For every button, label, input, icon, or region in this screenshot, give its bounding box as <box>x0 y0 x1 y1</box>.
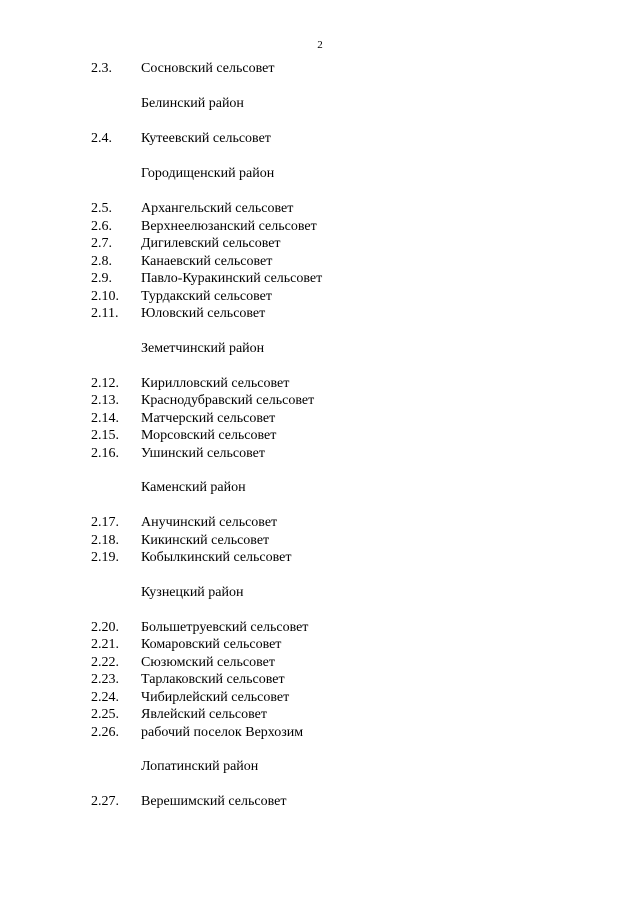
list-item <box>91 288 591 306</box>
item-name: Дигилевский сельсовет <box>141 236 281 251</box>
page-number: 2 <box>317 39 323 51</box>
list-item <box>91 445 591 463</box>
section <box>91 165 591 323</box>
list-item <box>91 375 591 393</box>
item-number: 2.17. <box>91 515 119 530</box>
item-name: рабочий поселок Верхозим <box>141 724 304 740</box>
document-body <box>91 60 591 811</box>
item-name: Краснодубравский сельсовет <box>141 393 315 408</box>
item-name: Ушинский сельсовет <box>141 445 265 461</box>
item-number: 2.3. <box>91 61 112 76</box>
item-name: Анучинский сельсовет <box>141 515 278 530</box>
item-name: Павло-Куракинский сельсовет <box>141 271 323 286</box>
item-number: 2.23. <box>91 672 119 687</box>
item-name: Большетруевский сельсовет <box>141 619 309 635</box>
section <box>91 60 591 78</box>
section <box>91 479 591 567</box>
item-name: Тарлаковский сельсовет <box>141 672 285 687</box>
list-item <box>91 689 591 707</box>
district-heading: Лопатинский район <box>141 759 259 774</box>
list-item <box>91 60 591 78</box>
district-heading: Каменский район <box>141 480 246 495</box>
item-name: Архангельский сельсовет <box>141 201 294 216</box>
item-name: Сосновский сельсовет <box>141 61 275 76</box>
item-number: 2.14. <box>91 410 119 426</box>
section <box>91 95 591 148</box>
list-item <box>91 392 591 410</box>
section <box>91 584 591 742</box>
district-heading: Белинский район <box>141 96 244 111</box>
list-item <box>91 706 591 724</box>
list-item <box>91 253 591 271</box>
item-number: 2.19. <box>91 550 119 565</box>
item-name: Верешимский сельсовет <box>141 794 287 809</box>
item-name: Верхнеелюзанский сельсовет <box>141 218 317 234</box>
item-name: Явлейский сельсовет <box>141 707 267 722</box>
list-item <box>91 514 591 532</box>
list-item <box>91 218 591 236</box>
item-number: 2.10. <box>91 288 119 304</box>
district-heading: Кузнецкий район <box>141 584 244 600</box>
item-name: Кикинский сельсовет <box>141 532 270 548</box>
list-item <box>91 410 591 428</box>
item-number: 2.5. <box>91 201 112 216</box>
item-number: 2.26. <box>91 724 119 740</box>
item-number: 2.12. <box>91 375 119 391</box>
item-number: 2.20. <box>91 619 119 635</box>
item-name: Комаровский сельсовет <box>141 637 282 652</box>
list-item <box>91 235 591 253</box>
item-number: 2.8. <box>91 253 112 269</box>
list-item <box>91 654 591 672</box>
list-item <box>91 427 591 445</box>
list-item <box>91 619 591 637</box>
section <box>91 340 591 463</box>
list-item <box>91 305 591 323</box>
item-number: 2.24. <box>91 689 119 705</box>
list-item <box>91 270 591 288</box>
item-number: 2.25. <box>91 707 119 722</box>
list-item <box>91 200 591 218</box>
item-name: Морсовский сельсовет <box>141 428 277 443</box>
item-number: 2.16. <box>91 445 119 461</box>
item-name: Турдакский сельсовет <box>141 288 273 304</box>
item-number: 2.4. <box>91 131 112 146</box>
list-item <box>91 130 591 148</box>
item-name: Кирилловский сельсовет <box>141 375 290 391</box>
item-number: 2.21. <box>91 637 119 652</box>
item-number: 2.6. <box>91 218 112 234</box>
item-number: 2.7. <box>91 236 112 251</box>
item-name: Кутеевский сельсовет <box>141 131 271 146</box>
district-heading: Земетчинский район <box>141 340 265 356</box>
list-item <box>91 532 591 550</box>
item-number: 2.15. <box>91 428 119 443</box>
section <box>91 758 591 811</box>
list-item <box>91 724 591 742</box>
item-name: Канаевский сельсовет <box>141 253 273 269</box>
item-name: Сюзюмский сельсовет <box>141 654 276 670</box>
list-item <box>91 671 591 689</box>
item-name: Матчерский сельсовет <box>141 410 276 426</box>
item-number: 2.22. <box>91 654 119 670</box>
list-item <box>91 549 591 567</box>
item-number: 2.9. <box>91 271 112 286</box>
item-number: 2.27. <box>91 794 119 809</box>
item-number: 2.11. <box>91 306 119 321</box>
item-name: Юловский сельсовет <box>141 306 266 321</box>
district-heading: Городищенский район <box>141 166 275 181</box>
item-number: 2.18. <box>91 532 119 548</box>
list-item <box>91 793 591 811</box>
list-item <box>91 636 591 654</box>
item-name: Кобылкинский сельсовет <box>141 550 292 565</box>
item-number: 2.13. <box>91 393 119 408</box>
item-name: Чибирлейский сельсовет <box>141 689 290 705</box>
